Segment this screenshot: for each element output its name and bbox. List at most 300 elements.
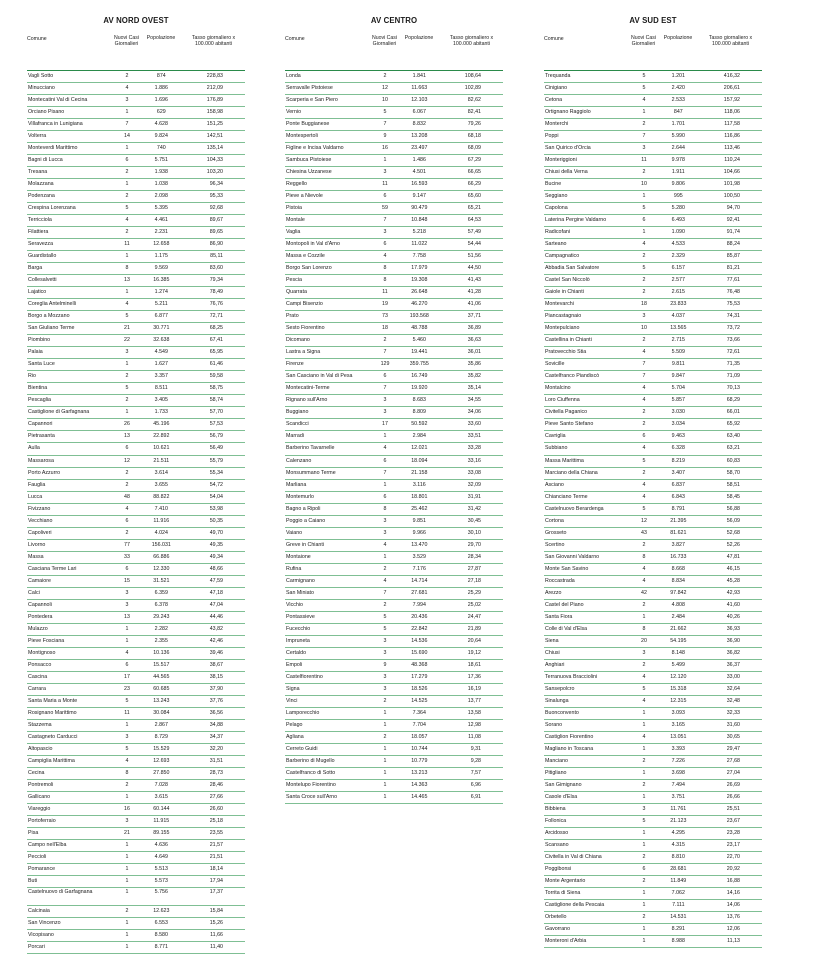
cell-tasso: 108,64 (464, 73, 481, 79)
cell-tasso: 30,65 (726, 733, 740, 740)
cell-nuovi-casi: 1 (642, 709, 646, 716)
table-row (544, 504, 762, 516)
cell-nuovi-casi: 4 (383, 253, 387, 260)
cell-popolazione: 7.494 (671, 781, 685, 788)
table-row (544, 179, 762, 191)
cell-popolazione: 1.696 (154, 97, 168, 104)
cell-comune: Vagli Sotto (28, 73, 54, 79)
cell-popolazione: 15.517 (153, 661, 170, 668)
cell-tasso: 68,09 (467, 145, 481, 152)
cell-tasso: 21,51 (209, 854, 223, 861)
cell-nuovi-casi: 2 (383, 337, 387, 344)
cell-popolazione: 3.655 (154, 481, 168, 488)
header-comune: Comune (544, 36, 564, 42)
cell-tasso: 31,42 (467, 505, 481, 512)
cell-nuovi-casi: 2 (125, 781, 129, 788)
cell-nuovi-casi: 3 (383, 397, 387, 404)
cell-tasso: 25,29 (467, 589, 481, 596)
cell-popolazione: 5.395 (154, 205, 168, 212)
table-row (285, 299, 503, 311)
cell-nuovi-casi: 1 (383, 757, 387, 764)
cell-tasso: 18,61 (467, 661, 481, 668)
cell-nuovi-casi: 7 (383, 217, 387, 224)
table-row (285, 83, 503, 95)
cell-popolazione: 3.614 (154, 469, 168, 476)
cell-tasso: 96,34 (209, 181, 223, 188)
cell-nuovi-casi: 17 (382, 421, 388, 428)
cell-tasso: 71,09 (726, 373, 740, 380)
cell-nuovi-casi: 3 (383, 637, 387, 644)
cell-nuovi-casi: 1 (125, 944, 129, 951)
cell-nuovi-casi: 7 (642, 373, 646, 380)
cell-nuovi-casi: 2 (642, 421, 646, 428)
cell-nuovi-casi: 6 (125, 517, 129, 524)
cell-nuovi-casi: 3 (125, 349, 129, 356)
cell-tasso: 77,61 (726, 277, 740, 284)
cell-tasso: 60,83 (726, 457, 740, 464)
cell-nuovi-casi: 1 (125, 842, 129, 848)
cell-comune: Borgo a Mozzano (28, 313, 70, 320)
cell-nuovi-casi: 5 (383, 613, 387, 620)
cell-comune: Montopoli in Val d'Arno (286, 241, 340, 248)
table-row (27, 624, 245, 636)
cell-nuovi-casi: 4 (125, 217, 129, 224)
table-row (544, 480, 762, 492)
cell-comune: Vinci (286, 697, 298, 704)
cell-popolazione: 9.851 (412, 517, 426, 524)
cell-popolazione: 48.368 (411, 661, 428, 668)
cell-popolazione: 26.648 (411, 289, 428, 296)
table-body (544, 71, 762, 948)
table-row (285, 552, 503, 564)
cell-nuovi-casi: 1 (642, 613, 646, 620)
cell-popolazione: 7.111 (672, 902, 685, 909)
table-row (27, 263, 245, 275)
cell-nuovi-casi: 1 (642, 229, 646, 236)
table-row (285, 407, 503, 419)
cell-nuovi-casi: 7 (383, 589, 387, 596)
cell-comune: Coreglia Antelminelli (28, 301, 76, 308)
cell-nuovi-casi: 21 (124, 829, 130, 836)
cell-nuovi-casi: 2 (642, 541, 646, 548)
cell-comune: Portoferraio (28, 817, 56, 824)
table-row (285, 95, 503, 107)
cell-nuovi-casi: 4 (383, 577, 387, 584)
cell-tasso: 135,14 (206, 145, 223, 152)
cell-popolazione: 1.274 (154, 289, 168, 296)
cell-tasso: 63,40 (726, 433, 740, 440)
table-row (285, 419, 503, 431)
cell-comune: Castiglione di Garfagnana (28, 409, 90, 416)
cell-nuovi-casi: 1 (125, 854, 129, 861)
table-row (544, 852, 762, 864)
cell-nuovi-casi: 4 (642, 445, 646, 452)
table-row (544, 516, 762, 528)
table-row (544, 660, 762, 672)
table-row (27, 504, 245, 516)
cell-comune: Castellina in Chianti (545, 337, 592, 344)
cell-comune: Impruneta (286, 637, 310, 644)
cell-nuovi-casi: 5 (642, 85, 646, 92)
table-row (544, 71, 762, 83)
cell-tasso: 63,21 (726, 445, 740, 452)
cell-tasso: 11,13 (727, 938, 740, 945)
cell-tasso: 29,47 (726, 745, 740, 752)
cell-tasso: 31,91 (467, 493, 481, 500)
cell-comune: Poggio a Caiano (286, 517, 326, 524)
cell-popolazione: 12.120 (670, 673, 687, 680)
cell-nuovi-casi: 1 (642, 829, 646, 836)
cell-nuovi-casi: 2 (383, 697, 387, 704)
cell-popolazione: 19.441 (411, 349, 428, 356)
cell-nuovi-casi: 8 (125, 769, 129, 776)
cell-popolazione: 14.465 (411, 793, 428, 800)
table-body (285, 71, 503, 804)
table-row (27, 918, 245, 930)
cell-nuovi-casi: 3 (642, 145, 646, 152)
cell-tasso: 36,63 (467, 337, 481, 344)
cell-tasso: 53,98 (209, 505, 223, 512)
cell-tasso: 37,71 (467, 313, 481, 320)
cell-comune: Pelago (286, 721, 303, 728)
table-row (27, 323, 245, 335)
cell-tasso: 54,72 (209, 481, 223, 488)
table-row (27, 906, 245, 918)
cell-popolazione: 4.649 (154, 854, 168, 861)
cell-nuovi-casi: 5 (642, 685, 646, 692)
cell-comune: Campi Bisenzio (286, 301, 323, 308)
cell-popolazione: 25.462 (411, 505, 428, 512)
cell-nuovi-casi: 4 (125, 85, 129, 92)
cell-tasso: 30,10 (467, 529, 481, 536)
cell-nuovi-casi: 2 (642, 854, 646, 861)
cell-popolazione: 5.513 (154, 866, 168, 873)
cell-tasso: 52,68 (726, 529, 740, 536)
cell-nuovi-casi: 1 (383, 745, 387, 752)
cell-popolazione: 16.385 (153, 277, 170, 284)
cell-comune: Bibbiena (545, 805, 566, 812)
cell-nuovi-casi: 1 (125, 878, 129, 885)
cell-nuovi-casi: 23 (124, 685, 130, 692)
cell-nuovi-casi: 1 (642, 902, 646, 909)
cell-tasso: 74,31 (726, 313, 740, 320)
cell-comune: Buti (28, 878, 38, 885)
cell-tasso: 104,66 (723, 169, 740, 176)
cell-popolazione: 17.979 (411, 265, 428, 272)
cell-comune: Asciano (545, 481, 564, 488)
cell-comune: Castelfiorentino (286, 673, 323, 680)
cell-nuovi-casi: 4 (642, 697, 646, 704)
cell-popolazione: 10.779 (411, 757, 428, 764)
cell-tasso: 15,26 (209, 920, 223, 927)
cell-comune: Altopascio (28, 745, 53, 752)
cell-comune: Montemurlo (286, 493, 314, 500)
cell-tasso: 416,32 (723, 73, 740, 79)
section-av-nord-ovest (27, 8, 245, 954)
cell-tasso: 212,09 (206, 85, 223, 92)
cell-nuovi-casi: 8 (125, 265, 129, 272)
cell-popolazione: 1.886 (154, 85, 168, 92)
cell-popolazione: 2.615 (671, 289, 685, 296)
cell-comune: Agliana (286, 733, 304, 740)
cell-tasso: 35,86 (467, 361, 481, 368)
cell-tasso: 44,50 (467, 265, 481, 272)
cell-tasso: 36,56 (209, 709, 223, 716)
cell-nuovi-casi: 2 (125, 169, 129, 176)
table-row (27, 371, 245, 383)
table-row (285, 720, 503, 732)
table-row (27, 191, 245, 203)
cell-popolazione: 21.662 (670, 625, 687, 632)
cell-popolazione: 9.569 (154, 265, 168, 272)
cell-tasso: 49,70 (209, 529, 223, 536)
table-row (285, 395, 503, 407)
cell-nuovi-casi: 2 (125, 397, 129, 404)
cell-tasso: 92,41 (726, 217, 740, 224)
cell-nuovi-casi: 2 (642, 289, 646, 296)
cell-tasso: 17,37 (209, 889, 223, 896)
table-row (27, 636, 245, 648)
cell-popolazione: 10.848 (411, 217, 428, 224)
table-row (27, 888, 245, 906)
cell-nuovi-casi: 7 (125, 121, 129, 128)
cell-tasso: 54,44 (467, 241, 481, 248)
cell-comune: Loro Ciuffenna (545, 397, 580, 404)
cell-popolazione: 66.886 (153, 553, 170, 560)
cell-popolazione: 4.549 (154, 349, 168, 356)
cell-tasso: 36,89 (467, 325, 481, 332)
cell-tasso: 9,28 (470, 757, 481, 764)
cell-nuovi-casi: 1 (642, 745, 646, 752)
cell-nuovi-casi: 1 (125, 625, 129, 632)
table-row (285, 480, 503, 492)
cell-nuovi-casi: 1 (125, 793, 129, 800)
table-row (285, 347, 503, 359)
cell-comune: Montale (286, 217, 305, 224)
table-row (544, 83, 762, 95)
cell-popolazione: 1.841 (412, 73, 426, 79)
cell-tasso: 65,21 (467, 205, 481, 212)
cell-tasso: 18,14 (209, 866, 223, 873)
cell-comune: Sesto Fiorentino (286, 325, 325, 332)
cell-tasso: 67,41 (209, 337, 223, 344)
cell-tasso: 76,76 (209, 301, 223, 308)
table-row (27, 359, 245, 371)
table-row (285, 203, 503, 215)
cell-comune: Monsummano Terme (286, 469, 336, 476)
cell-tasso: 23,28 (726, 829, 740, 836)
cell-tasso: 27,18 (467, 577, 481, 584)
cell-tasso: 228,83 (206, 73, 223, 79)
cell-comune: Crespina Lorenzana (28, 205, 76, 212)
cell-popolazione: 15.690 (411, 649, 428, 656)
cell-tasso: 33,00 (726, 673, 740, 680)
cell-comune: Quarrata (286, 289, 307, 296)
table-row (285, 119, 503, 131)
cell-nuovi-casi: 4 (125, 505, 129, 512)
cell-popolazione: 97.842 (670, 589, 687, 596)
cell-comune: Empoli (286, 661, 303, 668)
cell-comune: Castiglione della Pescaia (545, 902, 605, 909)
cell-popolazione: 21.511 (153, 457, 170, 464)
table-row (27, 155, 245, 167)
cell-nuovi-casi: 5 (642, 265, 646, 272)
cell-tasso: 26,66 (726, 793, 740, 800)
table-row (27, 83, 245, 95)
cell-comune: Gavorrano (545, 926, 571, 933)
table-row (544, 648, 762, 660)
cell-comune: Bientina (28, 385, 48, 392)
cell-comune: Casole d'Elsa (545, 793, 578, 800)
table-row (27, 383, 245, 395)
cell-comune: Molazzana (28, 181, 54, 188)
cell-tasso: 66,29 (467, 181, 481, 188)
cell-comune: Sansepolcro (545, 685, 575, 692)
cell-comune: Fucecchio (286, 625, 311, 632)
cell-tasso: 21,57 (209, 842, 223, 848)
table-row (544, 576, 762, 588)
table-row (27, 480, 245, 492)
table-row (544, 431, 762, 443)
cell-comune: Bagno a Ripoli (286, 505, 321, 512)
cell-tasso: 33,60 (467, 421, 481, 428)
cell-nuovi-casi: 4 (125, 757, 129, 764)
table-row (544, 155, 762, 167)
cell-comune: Cerreto Guidi (286, 745, 318, 752)
cell-popolazione: 7.028 (154, 781, 168, 788)
cell-popolazione: 8.810 (671, 854, 685, 861)
cell-tasso: 30,45 (467, 517, 481, 524)
table-row (285, 528, 503, 540)
cell-tasso: 79,26 (467, 121, 481, 128)
cell-comune: Chiesina Uzzanese (286, 169, 332, 176)
table-row (27, 431, 245, 443)
cell-tasso: 12,98 (467, 721, 481, 728)
table-row (285, 371, 503, 383)
cell-tasso: 68,18 (467, 133, 481, 140)
cell-nuovi-casi: 1 (642, 938, 646, 945)
cell-nuovi-casi: 3 (383, 169, 387, 176)
cell-popolazione: 23.833 (670, 301, 687, 308)
cell-popolazione: 3.615 (154, 793, 168, 800)
cell-popolazione: 9.147 (412, 193, 426, 200)
cell-nuovi-casi: 2 (125, 229, 129, 236)
cell-nuovi-casi: 77 (124, 541, 130, 548)
cell-tasso: 103,20 (206, 169, 223, 176)
cell-nuovi-casi: 6 (383, 457, 387, 464)
cell-comune: Montaione (286, 553, 311, 560)
cell-popolazione: 9.847 (671, 373, 685, 380)
cell-comune: Cinigiano (545, 85, 568, 92)
table-row (27, 131, 245, 143)
cell-popolazione: 1.175 (154, 253, 168, 260)
cell-popolazione: 1.038 (154, 181, 168, 188)
cell-popolazione: 740 (156, 145, 166, 152)
cell-comune: Calcinaia (28, 908, 50, 915)
cell-comune: Mulazzo (28, 625, 48, 632)
cell-comune: Montevarchi (545, 301, 574, 308)
table-row (285, 684, 503, 696)
cell-nuovi-casi: 3 (642, 805, 646, 812)
section-title: AV CENTRO (370, 16, 418, 25)
table-row (285, 215, 503, 227)
cell-tasso: 23,17 (726, 842, 740, 848)
table-row (27, 239, 245, 251)
cell-nuovi-casi: 4 (642, 241, 646, 248)
cell-comune: Vaglia (286, 229, 301, 236)
cell-comune: Chianciano Terme (545, 493, 588, 500)
cell-popolazione: 3.030 (671, 409, 685, 416)
cell-comune: Trequanda (545, 73, 571, 79)
cell-popolazione: 6.877 (154, 313, 168, 320)
cell-comune: Terricciola (28, 217, 52, 224)
table-row (27, 516, 245, 528)
cell-popolazione: 19.308 (411, 277, 428, 284)
cell-popolazione: 6.843 (671, 493, 685, 500)
cell-tasso: 33,51 (467, 433, 481, 440)
cell-nuovi-casi: 3 (383, 649, 387, 656)
cell-popolazione: 1.701 (671, 121, 685, 128)
cell-nuovi-casi: 1 (383, 721, 387, 728)
cell-comune: Figline e Incisa Valdarno (286, 145, 344, 152)
cell-nuovi-casi: 18 (382, 325, 388, 332)
cell-popolazione: 1.486 (412, 157, 426, 164)
cell-popolazione: 4.636 (154, 842, 168, 848)
table-row (285, 540, 503, 552)
cell-nuovi-casi: 3 (383, 529, 387, 536)
cell-nuovi-casi: 1 (125, 181, 129, 188)
table-row (544, 203, 762, 215)
cell-popolazione: 11.761 (670, 805, 687, 812)
cell-popolazione: 32.638 (153, 337, 170, 344)
cell-tasso: 101,98 (723, 181, 740, 188)
cell-tasso: 61,46 (209, 361, 223, 368)
cell-comune: Podenzana (28, 193, 55, 200)
cell-comune: Pieve Fosciana (28, 637, 65, 644)
cell-comune: Carrara (28, 685, 46, 692)
cell-popolazione: 11.849 (670, 878, 687, 885)
table-row (544, 720, 762, 732)
cell-comune: Civitella Paganico (545, 409, 588, 416)
table-row (285, 263, 503, 275)
cell-tasso: 176,89 (206, 97, 223, 104)
cell-tasso: 16,88 (726, 878, 740, 885)
cell-comune: Scandicci (286, 421, 309, 428)
cell-nuovi-casi: 9 (383, 661, 387, 668)
cell-comune: Pisa (28, 829, 39, 836)
cell-popolazione: 6.553 (154, 920, 168, 927)
cell-popolazione: 874 (156, 73, 166, 79)
cell-popolazione: 8.511 (154, 385, 168, 392)
table-row (285, 179, 503, 191)
table-row (27, 107, 245, 119)
table-row (27, 576, 245, 588)
cell-popolazione: 12.330 (153, 565, 170, 572)
table-row (544, 924, 762, 936)
cell-nuovi-casi: 22 (124, 337, 130, 344)
cell-nuovi-casi: 13 (124, 433, 130, 440)
cell-nuovi-casi: 10 (641, 181, 647, 188)
cell-comune: Pescia (286, 277, 302, 284)
cell-nuovi-casi: 2 (642, 169, 646, 176)
cell-tasso: 31,60 (726, 721, 740, 728)
cell-comune: Torrita di Siena (545, 890, 581, 897)
table-row (285, 792, 503, 804)
cell-popolazione: 5.990 (671, 133, 685, 140)
table-row (544, 215, 762, 227)
table-row (27, 443, 245, 455)
table-header (285, 34, 503, 71)
